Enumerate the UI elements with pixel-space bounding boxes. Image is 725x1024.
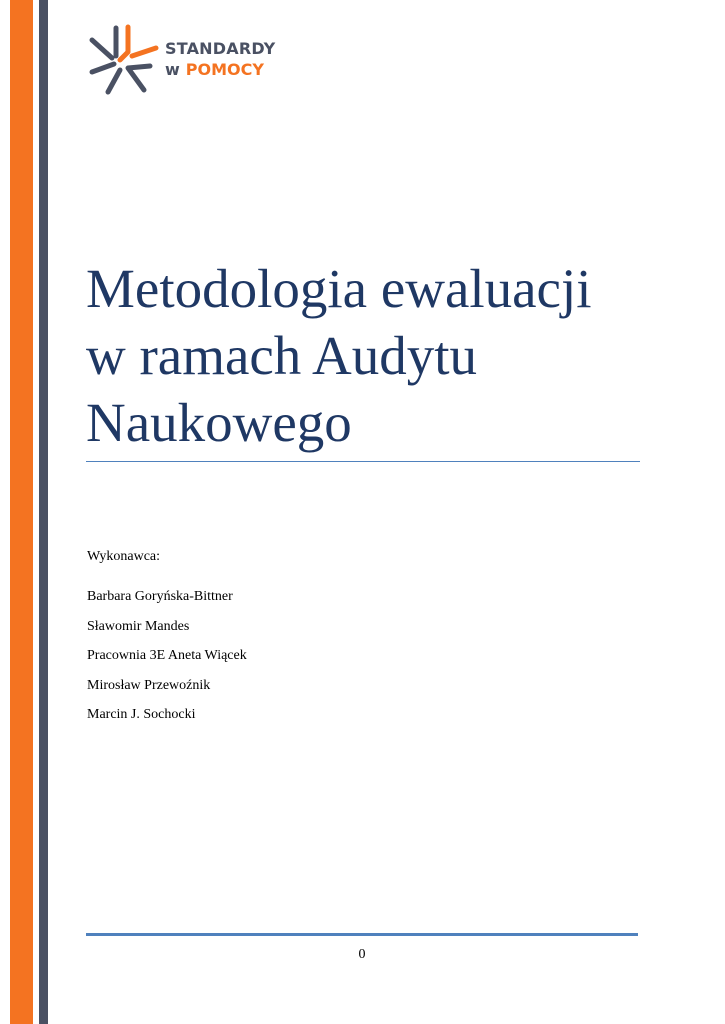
- title-line-2: w ramach Audytu: [86, 325, 478, 386]
- author-name: Mirosław Przewoźnik: [87, 677, 211, 693]
- author-name: Pracownia 3E Aneta Wiącek: [87, 648, 247, 663]
- title-underline-rule: [86, 461, 640, 462]
- title-line-1: Metodologia ewaluacji: [86, 258, 592, 319]
- author-name: Marcin J. Sochocki: [87, 707, 196, 722]
- authors-block: [87, 548, 247, 736]
- document-title: [86, 255, 666, 456]
- standardy-w-pomocy-logo: [86, 22, 286, 102]
- orange-side-stripe: [10, 0, 33, 1024]
- authors-label: Wykonawca:: [87, 549, 161, 564]
- logo-text-w: w: [165, 60, 180, 79]
- author-name: Barbara Goryńska-Bittner: [87, 589, 233, 604]
- footer-rule: [86, 933, 638, 936]
- star-figures-logo-icon: [86, 22, 162, 98]
- logo-text-standardy: STANDARDY: [165, 39, 276, 58]
- gray-side-stripe: [39, 0, 48, 1024]
- page-number: 0: [358, 947, 366, 962]
- author-name: Sławomir Mandes: [87, 618, 190, 634]
- logo-text-w-pomocy: [165, 60, 264, 79]
- logo-text-pomocy: POMOCY: [185, 60, 264, 79]
- title-line-3: Naukowego: [86, 392, 352, 453]
